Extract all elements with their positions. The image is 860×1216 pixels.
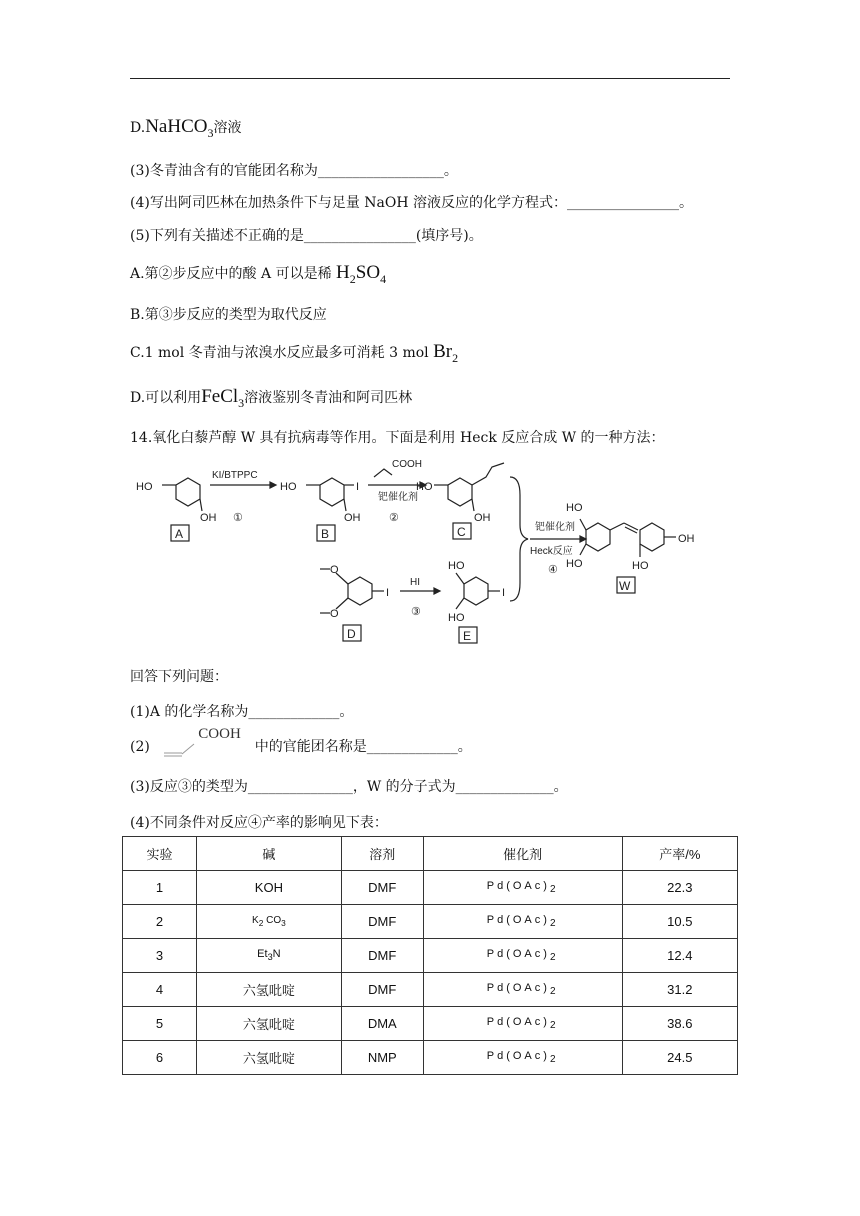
svg-text:OH: OH xyxy=(678,533,695,545)
svg-text:①: ① xyxy=(233,512,243,524)
svg-text:KI/BTPPC: KI/BTPPC xyxy=(212,470,258,481)
q13-option-d: D.NaHCO$_3$溶液 xyxy=(130,116,242,140)
table-row: 2 $K_2$ $CO_3$ DMF $Pd(OAc)_2$ 10.5 xyxy=(123,905,738,939)
svg-text:HO: HO xyxy=(136,481,153,493)
table-row: 5 六氢吡啶 DMA $Pd(OAc)_2$ 38.6 xyxy=(123,1007,738,1041)
header-base: 碱 xyxy=(196,837,341,871)
brace xyxy=(510,477,528,601)
svg-text:C: C xyxy=(457,525,466,539)
svg-text:OH: OH xyxy=(344,512,361,524)
table-row: 6 六氢吡啶 NMP $Pd(OAc)_2$ 24.5 xyxy=(123,1041,738,1075)
svg-text:I: I xyxy=(502,587,506,599)
q14-answer-intro: 回答下列问题： xyxy=(130,669,228,685)
q14-part2: (2) COOH 中的官能团名称是_____________。 xyxy=(130,736,472,758)
svg-text:HO: HO xyxy=(448,612,465,624)
compound-e xyxy=(448,560,505,643)
svg-text:W: W xyxy=(619,579,631,593)
table-row: 3 $Et_3N$ DMF $Pd(OAc)_2$ 12.4 xyxy=(123,939,738,973)
svg-text:HO: HO xyxy=(566,502,583,514)
svg-text:OH: OH xyxy=(474,512,491,524)
table-row: 4 六氢吡啶 DMF $Pd(OAc)_2$ 31.2 xyxy=(123,973,738,1007)
q13-option-b: B.第③步反应的类型为取代反应 xyxy=(130,307,327,323)
svg-text:钯催化剂: 钯催化剂 xyxy=(378,492,418,503)
q13-part3: (3)冬青油含有的官能团名称为__________________。 xyxy=(130,163,458,179)
q14-part1: (1)A 的化学名称为_____________。 xyxy=(130,704,354,720)
svg-text:Heck反应: Heck反应 xyxy=(530,546,573,557)
svg-text:O: O xyxy=(330,608,339,620)
svg-text:HI: HI xyxy=(410,577,420,588)
acrylic-acid-structure: COOH xyxy=(154,736,250,758)
q13-option-a: A.第②步反应中的酸 A 可以是稀 $H_2SO_4$ xyxy=(130,262,387,286)
svg-text:HO: HO xyxy=(416,481,433,493)
q14-stem: 14.氧化白藜芦醇 W 具有抗病毒等作用。下面是利用 Heck 反应合成 W 的一种方法： xyxy=(130,430,665,446)
table-row: 1 KOH DMF $Pd(OAc)_2$ 22.3 xyxy=(123,871,738,905)
table-header-row xyxy=(123,837,738,871)
compound-w xyxy=(566,502,695,593)
svg-text:O: O xyxy=(330,564,339,576)
compound-d xyxy=(320,564,389,641)
header-rule xyxy=(130,78,730,79)
svg-text:A: A xyxy=(175,527,184,541)
compound-c xyxy=(416,463,504,539)
svg-text:HO: HO xyxy=(632,560,649,572)
svg-text:I: I xyxy=(386,587,390,599)
svg-text:B: B xyxy=(321,527,330,541)
svg-text:D: D xyxy=(347,627,356,641)
reaction-scheme xyxy=(130,455,730,655)
svg-text:E: E xyxy=(463,629,472,643)
q14-part4: (4)不同条件对反应④产率的影响见下表： xyxy=(130,815,388,831)
compound-a xyxy=(136,478,217,541)
svg-text:HO: HO xyxy=(280,481,297,493)
svg-text:I: I xyxy=(356,481,360,493)
svg-text:④: ④ xyxy=(548,564,558,576)
svg-text:COOH: COOH xyxy=(392,459,422,470)
svg-text:钯催化剂: 钯催化剂 xyxy=(535,522,575,533)
svg-text:HO: HO xyxy=(448,560,465,572)
header-yield: 产率/% xyxy=(622,837,737,871)
svg-text:OH: OH xyxy=(200,512,217,524)
q14-part3: (3)反应③的类型为_______________，W 的分子式为______________。 xyxy=(130,779,568,795)
yield-table xyxy=(122,836,738,1075)
svg-text:③: ③ xyxy=(411,606,421,618)
svg-text:②: ② xyxy=(389,512,399,524)
header-catalyst: 催化剂 xyxy=(423,837,622,871)
compound-b xyxy=(280,478,361,541)
header-solvent: 溶剂 xyxy=(341,837,423,871)
svg-text:HO: HO xyxy=(566,558,583,570)
q13-part5: (5)下列有关描述不正确的是________________(填序号)。 xyxy=(130,228,483,244)
header-exp: 实验 xyxy=(123,837,197,871)
q13-option-d2: D.可以利用FeCl$_3$溶液鉴别冬青油和阿司匹林 xyxy=(130,386,413,410)
q13-option-c: C.1 mol 冬青油与浓溴水反应最多可消耗 3 mol $Br_2$ xyxy=(130,341,459,365)
q13-part4: (4)写出阿司匹林在加热条件下与足量 NaOH 溶液反应的化学方程式：________________。 xyxy=(130,195,694,211)
